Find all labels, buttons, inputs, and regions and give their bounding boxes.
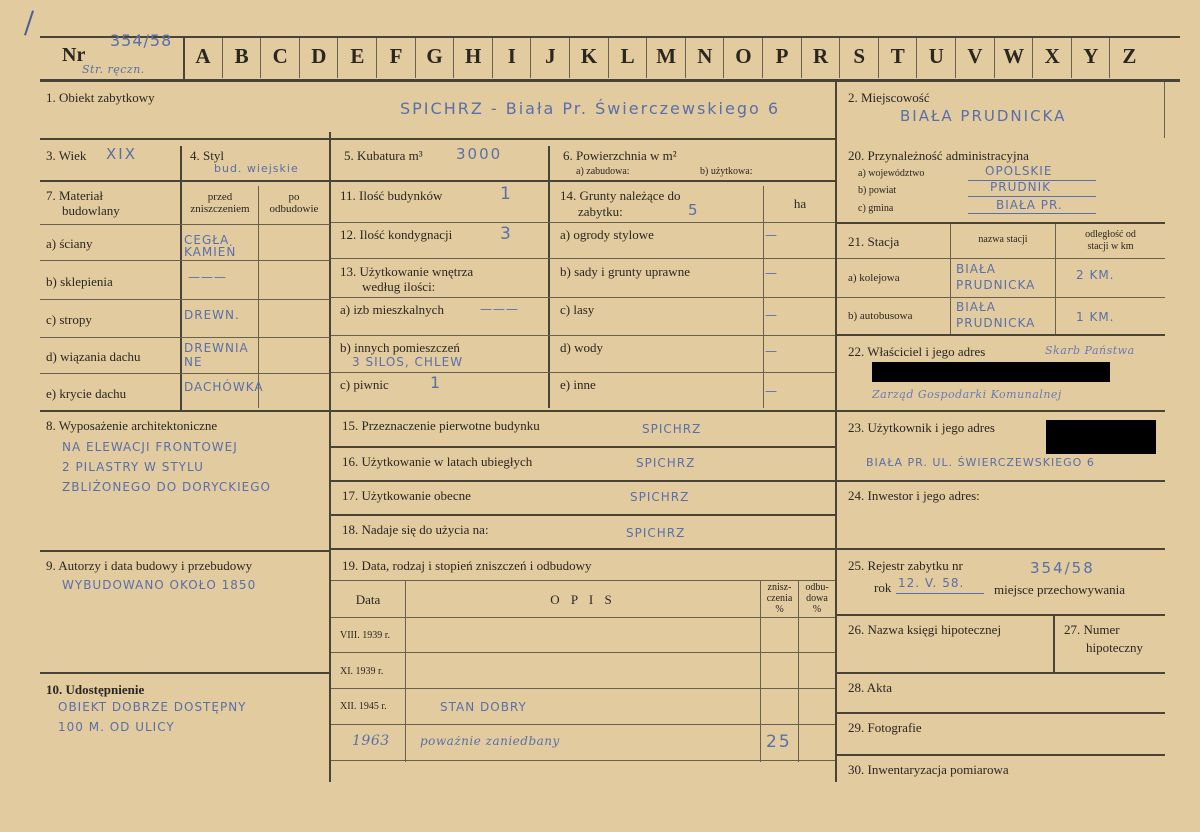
f23-label: 23. Użytkownik i jego adres <box>848 420 995 435</box>
f5-value: 3000 <box>456 145 503 163</box>
f13-row-label: c) piwnic <box>340 377 389 392</box>
f2-value: BIAŁA PRUDNICKA <box>900 107 1067 125</box>
rule-r-28 <box>837 672 1165 674</box>
index-letter: C <box>272 44 288 68</box>
index-letter: E <box>350 44 365 68</box>
f14-row-label: b) sady i grunty uprawne <box>560 264 690 279</box>
f7-col-after-1: po <box>288 191 300 203</box>
f7-row-value: DREWNIA NE <box>184 341 249 369</box>
rule-r-21a <box>837 258 1165 259</box>
f19-col-znisz-3: % <box>775 604 784 615</box>
index-letter: J <box>545 44 556 68</box>
rule-mid-4 <box>331 335 835 336</box>
f6-sub-b: b) użytkowa: <box>700 166 753 177</box>
index-letter: L <box>620 44 635 68</box>
rule-mid-3 <box>331 297 835 298</box>
f20-row-value: PRUDNIK <box>990 180 1051 194</box>
col-divider-right <box>835 82 837 782</box>
letter-divider <box>608 38 609 78</box>
rule-r-22 <box>837 334 1165 336</box>
rule-mid-5 <box>331 372 835 373</box>
index-letter: U <box>928 44 944 68</box>
f21-row-distance: 1 KM. <box>1076 310 1115 324</box>
f7-label-1: 7. Materiał <box>46 188 104 203</box>
index-letter: T <box>890 44 905 68</box>
rule-f7-5 <box>40 373 330 374</box>
f1-label: 1. Obiekt zabytkowy <box>46 90 155 105</box>
col-r-21b <box>1055 224 1056 334</box>
pencil-mark <box>24 10 34 35</box>
f21-row-name-1: BIAŁA <box>956 300 996 314</box>
rule-18 <box>331 548 835 550</box>
rule-r-23 <box>837 410 1165 412</box>
index-letter: M <box>656 44 677 68</box>
f20-row-value: OPOLSKIE <box>985 164 1053 178</box>
index-letter: R <box>813 44 829 68</box>
f7-row-value: DACHÓWKA <box>184 380 264 394</box>
f3-value: XIX <box>106 145 137 163</box>
rule-15 <box>331 446 835 448</box>
f25-label: 25. Rejestr zabytku nr <box>848 558 963 573</box>
rule-17 <box>331 514 835 516</box>
redaction-user <box>1046 420 1156 454</box>
rule-r-29 <box>837 712 1165 714</box>
f20-row-label: a) województwo <box>858 168 925 179</box>
f17-label: 17. Użytkowanie obecne <box>342 488 471 503</box>
rule-mid-2 <box>331 258 835 259</box>
letter-divider <box>337 38 338 78</box>
letter-divider <box>260 38 261 78</box>
f11-label: 11. Ilość budynków <box>340 188 443 203</box>
header-top-rule <box>40 36 1180 38</box>
f12-value: 3 <box>500 224 513 244</box>
f30-label: 30. Inwentaryzacja pomiarowa <box>848 762 1009 777</box>
f19-col-znisz-2: czenia <box>766 593 793 604</box>
f14-row-value: — <box>765 228 778 242</box>
col-divider-left <box>329 132 331 782</box>
f10-line: 100 M. OD ULICY <box>58 720 175 734</box>
f13-row-value: 3 SILOS, CHLEW <box>352 355 464 369</box>
f14-row-label: c) lasy <box>560 302 595 317</box>
rule-row2 <box>40 180 835 182</box>
f21-row-distance: 2 KM. <box>1076 268 1115 282</box>
f8-line: NA ELEWACJI FRONTOWEJ <box>62 440 238 454</box>
f19-label: 19. Data, rodzaj i stopień zniszczeń i odbudowy <box>342 558 592 573</box>
rule-f7-4 <box>40 337 330 338</box>
f6-sub-a: a) zabudowa: <box>576 166 630 177</box>
f8-line: ZBLIŻONEGO DO DORYCKIEGO <box>62 480 272 494</box>
f14-row-value: — <box>765 266 778 280</box>
f14-row-value: — <box>765 344 778 358</box>
letter-divider <box>492 38 493 78</box>
letter-divider <box>415 38 416 78</box>
f14-unit: ha <box>793 196 807 211</box>
f14-row-label: d) wody <box>560 340 603 355</box>
rule-r-21 <box>837 222 1165 224</box>
letter-divider <box>955 38 956 78</box>
f19-row-zniszczenia: 25 <box>766 732 792 752</box>
f13-row-value: 1 <box>430 373 443 392</box>
index-letter: Y <box>1083 44 1099 68</box>
f13-row-label: a) izb mieszkalnych <box>340 302 444 317</box>
f7-row-value: ——— <box>188 270 227 284</box>
f7-row-value: DREWN. <box>184 308 240 322</box>
col-divider-f7a <box>180 146 182 410</box>
index-letter: A <box>195 44 211 68</box>
index-letter: O <box>735 44 752 68</box>
index-letter: P <box>775 44 789 68</box>
f21-col-name: nazwa stacji <box>978 234 1028 245</box>
letter-divider <box>569 38 570 78</box>
f10-label: 10. Udostępnienie <box>46 682 145 697</box>
col-divider-f3 <box>180 146 182 178</box>
rule-row10 <box>40 672 330 674</box>
f17-value: SPICHRZ <box>630 490 690 504</box>
f14-label-1: 14. Grunty należące do <box>560 188 681 203</box>
f25-rok-value: 12. V. 58. <box>898 576 965 590</box>
f5-label: 5. Kubatura m³ <box>344 148 423 163</box>
col-19-data <box>405 580 406 762</box>
f7-row-label: b) sklepienia <box>46 274 113 289</box>
redaction-owner <box>872 362 1110 382</box>
rule-row1 <box>40 138 835 140</box>
f22-note-1: Skarb Państwa <box>1045 344 1135 357</box>
f7-row-label: d) wiązania dachu <box>46 349 141 364</box>
index-letter: Z <box>1122 44 1137 68</box>
f27-label-1: 27. Numer <box>1064 622 1120 637</box>
f21-row-label: b) autobusowa <box>848 310 913 322</box>
index-letter: X <box>1044 44 1060 68</box>
f14-row-label: e) inne <box>560 377 596 392</box>
f29-label: 29. Fotografie <box>848 720 922 735</box>
letter-divider <box>530 38 531 78</box>
index-letter: N <box>697 44 713 68</box>
index-letter: H <box>465 44 482 68</box>
f20-label: 20. Przynależność administracyjna <box>848 148 1029 163</box>
index-letter: B <box>234 44 249 68</box>
rule-r-21b <box>837 297 1165 298</box>
rule-f7-3 <box>40 299 330 300</box>
letter-divider <box>685 38 686 78</box>
f18-label: 18. Nadaje się do użycia na: <box>342 522 489 537</box>
f19-row-date: 1963 <box>352 733 390 749</box>
f25-number: 354/58 <box>1030 559 1095 577</box>
f12-label: 12. Ilość kondygnacji <box>340 227 453 242</box>
rule-16 <box>331 480 835 482</box>
f22-note-2: Zarząd Gospodarki Komunalnej <box>872 388 1062 401</box>
f19-col-data: Data <box>355 592 381 607</box>
letter-divider <box>839 38 840 78</box>
f14-label-2: zabytku: <box>578 204 623 219</box>
letter-divider <box>299 38 300 78</box>
letter-divider <box>762 38 763 78</box>
index-letter: I <box>507 44 516 68</box>
f7-col-after-2: odbudowie <box>269 203 319 215</box>
f21-col-dist-1: odległość od <box>1085 229 1136 240</box>
f13-label-1: 13. Użytkowanie wnętrza <box>340 264 474 279</box>
letter-divider <box>646 38 647 78</box>
index-letter: S <box>853 44 866 68</box>
rule-f7-1 <box>40 224 330 225</box>
col-r-edge <box>1164 82 1165 138</box>
index-letter: G <box>426 44 443 68</box>
f13-row-label: b) innych pomieszczeń <box>340 340 460 355</box>
f2-label: 2. Miejscowość <box>848 90 930 105</box>
f19-row-opis: poważnie zaniedbany <box>420 734 560 748</box>
index-letter: F <box>389 44 403 68</box>
f19-col-znisz-1: znisz- <box>767 582 792 593</box>
f8-line: 2 PILASTRY W STYLU <box>62 460 204 474</box>
f22-label: 22. Właściciel i jego adres <box>848 344 986 359</box>
f21-row-label: a) kolejowa <box>848 272 900 284</box>
index-letter: K <box>580 44 598 68</box>
f7-row-label: e) krycie dachu <box>46 386 127 401</box>
rule-r-30 <box>837 754 1165 756</box>
col-divider-f7b <box>258 186 259 408</box>
f24-label: 24. Inwestor i jego adres: <box>848 488 980 503</box>
f6-label: 6. Powierzchnia w m² <box>563 148 677 163</box>
letter-divider <box>222 38 223 78</box>
f27-label-2: hipoteczny <box>1086 640 1144 655</box>
rule-row8 <box>40 410 835 412</box>
f7-col-before-1: przed <box>207 191 233 203</box>
f7-col-before-2: zniszczeniem <box>190 203 250 215</box>
f8-label: 8. Wyposażenie architektoniczne <box>46 418 218 433</box>
col-r-27 <box>1053 616 1055 672</box>
letter-divider <box>376 38 377 78</box>
f16-value: SPICHRZ <box>636 456 696 470</box>
f20-row-label: b) powiat <box>858 185 897 196</box>
f14-row-label: a) ogrody stylowe <box>560 227 654 242</box>
f23-value: BIAŁA PR. UL. ŚWIERCZEWSKIEGO 6 <box>866 456 1095 469</box>
f9-value: WYBUDOWANO OKOŁO 1850 <box>62 578 257 592</box>
f19-col-opis: O P I S <box>550 592 616 607</box>
f7-row-label: a) ściany <box>46 236 93 251</box>
f13-label-2: według ilości: <box>362 279 436 294</box>
f7-label-2: budowlany <box>62 203 120 218</box>
col-r-21a <box>950 224 951 334</box>
letter-divider <box>723 38 724 78</box>
nr-label: Nr <box>62 44 86 66</box>
f7-row-value: CEGŁA KAMIEŃ <box>184 233 237 259</box>
col-divider-mid <box>548 146 550 408</box>
f19-col-odb-3: % <box>812 604 822 615</box>
f11-value: 1 <box>500 184 513 204</box>
f19-row-date: XI. 1939 r. <box>340 666 384 677</box>
f21-row-name-1: BIAŁA <box>956 262 996 276</box>
index-letter: D <box>311 44 327 68</box>
f20-underline <box>968 213 1096 214</box>
rule-r-25 <box>837 548 1165 550</box>
letter-divider <box>1032 38 1033 78</box>
letter-divider <box>453 38 454 78</box>
f20-row-label: c) gmina <box>858 203 894 214</box>
f21-row-name-2: PRUDNICKA <box>956 278 1036 292</box>
f14-row-value: — <box>765 384 778 398</box>
rule-r-24 <box>837 480 1165 482</box>
f10-line: OBIEKT DOBRZE DOSTĘPNY <box>58 700 247 714</box>
f19-row-date: VIII. 1939 r. <box>340 630 390 641</box>
rule-r-26 <box>837 614 1165 616</box>
f21-row-name-2: PRUDNICKA <box>956 316 1036 330</box>
index-letter: V <box>967 44 983 68</box>
f19-col-odb-2: dowa <box>806 593 828 604</box>
f13-row-value: ——— <box>480 302 519 316</box>
f4-value: bud. wiejskie <box>214 162 299 175</box>
f3-label: 3. Wiek <box>46 148 87 163</box>
rule-mid-1 <box>331 222 835 223</box>
letter-divider <box>1109 38 1110 78</box>
f28-label: 28. Akta <box>848 680 893 695</box>
f1-value: SPICHRZ - Biała Pr. Świerczewskiego 6 <box>400 99 781 118</box>
f19-row-opis: STAN DOBRY <box>440 700 527 714</box>
f21-label: 21. Stacja <box>848 234 900 249</box>
f14-row-value: — <box>765 308 778 322</box>
index-letter: W <box>1003 44 1025 68</box>
f20-row-value: BIAŁA PR. <box>996 198 1063 212</box>
f18-value: SPICHRZ <box>626 526 686 540</box>
f19-row-date: XII. 1945 r. <box>340 701 387 712</box>
f16-label: 16. Użytkowanie w latach ubiegłych <box>342 454 533 469</box>
f20-underline <box>968 196 1096 197</box>
rule-row9 <box>40 550 330 552</box>
rule-f7-2 <box>40 260 330 261</box>
letter-divider <box>994 38 995 78</box>
f14-value: 5 <box>688 201 700 219</box>
f21-col-dist-2: stacji w km <box>1087 241 1134 252</box>
f25-underline <box>896 593 984 594</box>
f7-row-label: c) stropy <box>46 312 92 327</box>
f9-label: 9. Autorzy i data budowy i przebudowy <box>46 558 253 573</box>
header-bottom-rule <box>40 79 1180 82</box>
f25-rok-label: rok <box>874 580 892 595</box>
letter-divider <box>916 38 917 78</box>
f25-place-label: miejsce przechowywania <box>994 582 1126 597</box>
f19-col-odb-1: odbu- <box>805 582 829 593</box>
letter-divider <box>878 38 879 78</box>
f4-label: 4. Styl <box>190 148 224 163</box>
letter-divider <box>1071 38 1072 78</box>
letter-divider <box>801 38 802 78</box>
f26-label: 26. Nazwa księgi hipotecznej <box>848 622 1002 637</box>
f15-label: 15. Przeznaczenie pierwotne budynku <box>342 418 540 433</box>
f15-value: SPICHRZ <box>642 422 702 436</box>
nr-value: 354/58 <box>110 31 173 50</box>
nr-note: Str. ręczn. <box>82 63 145 76</box>
